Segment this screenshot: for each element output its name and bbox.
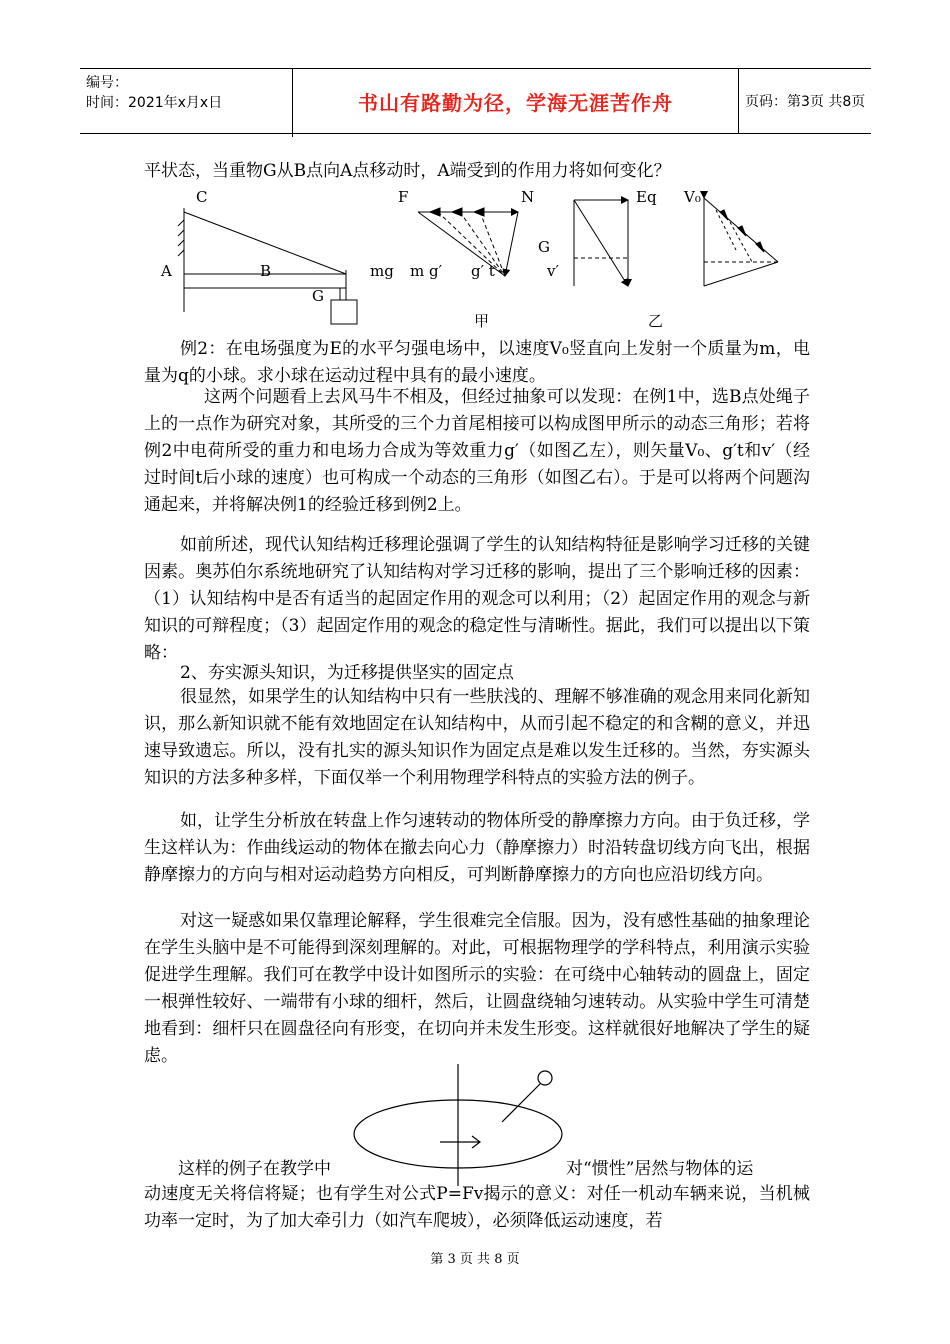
rotation-arrow	[440, 1136, 480, 1148]
hatch	[178, 240, 184, 246]
ausubel-paragraph: 如前所述，现代认知结构迁移理论强调了学生的认知结构特征是影响学习迁移的关键因素。奥苏伯尔系统地研究了认知结构对学习迁移的影响，提出了三个影响迁移的因素：（1）认知结构中是否有适当的起固定作用的观念可以利用；（2）起固定作用的观念与新知识的可辩程度；（3）起固定作用的观念的稳定性与清晰性。据此，我们可以提出以下策略：	[144, 535, 810, 663]
page-label: 页码：第3页 共8页	[745, 94, 866, 110]
caption-jia: 甲	[474, 312, 490, 330]
physics-figures	[0, 0, 950, 340]
figure-yi-right	[704, 198, 778, 286]
label-mg: mg	[370, 262, 394, 280]
label-c: C	[196, 188, 208, 206]
final-line-a: 这样的例子在教学中	[178, 1159, 331, 1179]
friction-paragraph: 如，让学生分析放在转盘上作匀速转动的物体所受的静摩擦力方向。由于负迁移，学生这样认为：作曲线运动的物体在撤去向心力（静摩擦力）时沿转盘切线方向飞出，根据静摩擦力的方向与相对运动趋势方向相反，可判断静摩擦力的方向也应沿切线方向。	[144, 811, 810, 885]
analysis-paragraph: 这两个问题看上去风马牛不相及，但经过抽象可以发现：在例1中，选B点处绳子上的一点作为研究对象，其所受的三个力首尾相接可以构成图甲所示的动态三角形；若将例2中电荷所受的重力和电场力合成为等效重力g′（如图乙左），则矢量V₀、g′t和v′（经过时间t后小球的速度）也可构成一个动态的三角形（如图乙右）。于是可以将两个问题沟通起来，并将解决例1的经验迁移到例2上。	[144, 387, 810, 515]
page-footer: 第 3 页 共 8 页	[430, 1252, 520, 1267]
label-g: G	[312, 287, 324, 305]
label-g2: G	[538, 238, 550, 256]
elastic-rod	[502, 1084, 540, 1122]
time-label: 时间：2021年x月x日	[86, 95, 223, 111]
hatch	[178, 230, 184, 236]
hatch	[178, 250, 184, 256]
hatch	[178, 220, 184, 226]
intro-end-paragraph: 平状态，当重物G从B点向A点移动时，A端受到的作用力将如何变化？	[144, 161, 671, 181]
number-label: 编号：	[86, 75, 128, 91]
ball	[538, 1071, 552, 1085]
label-mg-prime: m g′	[410, 262, 442, 280]
doubt-paragraph: 对这一疑惑如果仅靠理论解释，学生很难完全信服。因为，没有感性基础的抽象理论在学生头脑中是不可能得到深刻理解的。对此，可根据物理学的学科特点，利用演示实验促进学生理解。我们可在教学中设计如图所示的实验：在可绕中心轴转动的圆盘上，固定一根弹性较好、一端带有小球的细杆，然后，让圆盘绕轴匀速转动。从实验中学生可清楚地看到：细杆只在圆盘径向有形变，在切向并未发生形变。这样就很好地解决了学生的疑虑。	[144, 911, 810, 1066]
label-eq: Eq	[636, 188, 657, 206]
section-heading-2: 2、夯实源头知识，为迁移提供坚实的固定点	[180, 663, 514, 683]
label-a: A	[161, 262, 172, 280]
figure-yi-left	[574, 200, 628, 286]
final-line-c: 动速度无关将信将疑；也有学生对公式P=Fv揭示的意义：对任一机动车辆来说，当机械功率一定时，为了加大牵引力（如汽车爬坡），必须降低运动速度，若	[144, 1184, 810, 1231]
source-paragraph: 很显然，如果学生的认知结构中只有一些肤浅的、理解不够准确的观念用来同化新知识，那么新知识就不能有效地固定在认知结构中，从而引起不稳定的和含糊的意义，并迅速导致遗忘。所以，没有扎实的源头知识作为固定点是难以发生迁移的。当然，夯实源头知识的方法多种多样，下面仅举一个利用物理学科特点的实验方法的例子。	[144, 687, 810, 788]
weight-box	[331, 300, 357, 324]
label-v-prime: v′	[547, 262, 559, 280]
turntable-figure	[340, 1060, 570, 1190]
caption-yi: 乙	[648, 312, 664, 330]
label-f: F	[398, 188, 409, 206]
motto: 书山有路勤为径，学海无涯苦作舟	[293, 69, 739, 133]
label-n: N	[521, 188, 535, 206]
example2-paragraph: 例2：在电场强度为E的水平匀强电场中，以速度V₀竖直向上发射一个质量为m，电量为q的小球。求小球在运动过程中具有的最小速度。	[144, 339, 810, 386]
label-b: B	[260, 262, 272, 280]
final-line-b: 对“惯性”居然与物体的运	[566, 1159, 754, 1179]
label-v0: V₀	[684, 188, 701, 206]
label-gt: g′ t	[471, 262, 495, 280]
